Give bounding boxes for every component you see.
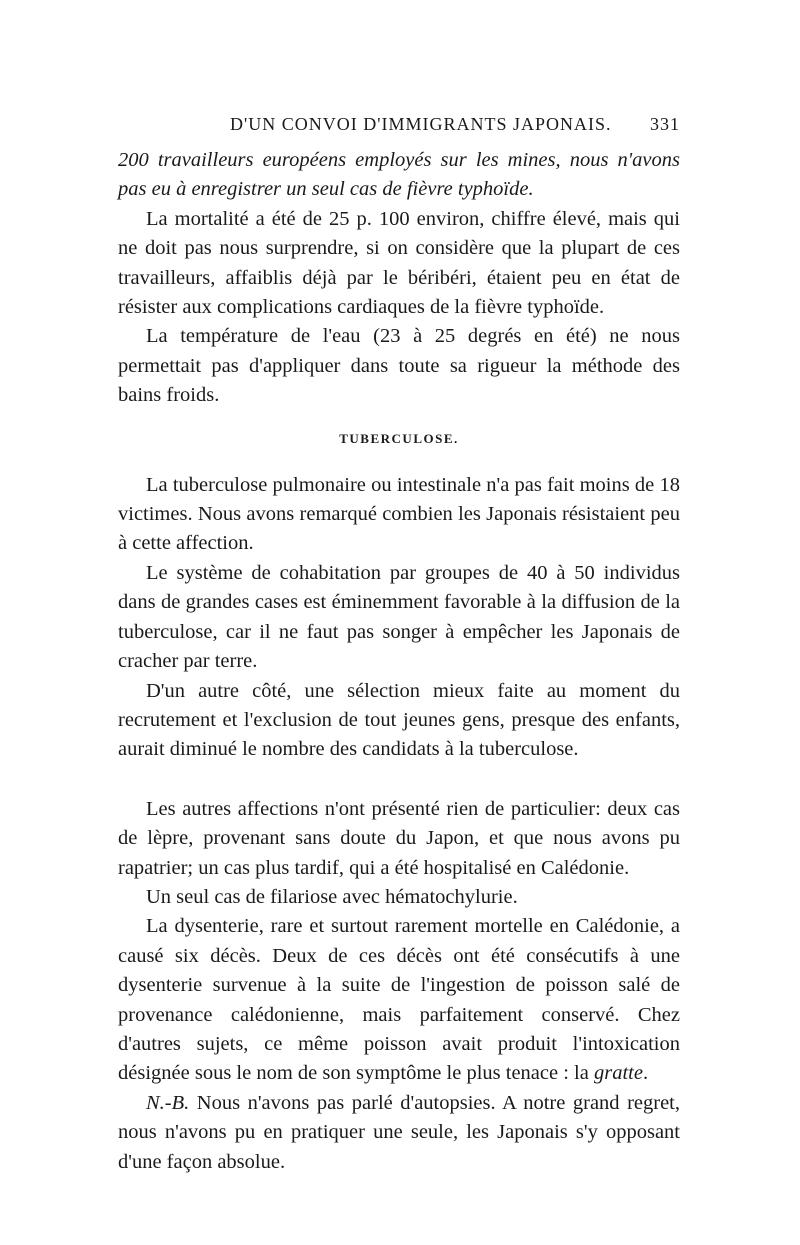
paragraph-filariose: Un seul cas de filariose avec hématochylurie. <box>146 885 518 908</box>
gratte-term: gratte <box>593 1062 643 1085</box>
paragraph-note <box>118 1089 680 1177</box>
section-heading-tuberculose: TUBERCULOSE. <box>339 430 459 446</box>
section-spacer <box>118 765 680 795</box>
page-number: 331 <box>650 114 680 134</box>
running-header <box>118 114 680 140</box>
paragraph-dysenterie <box>118 912 680 1088</box>
paragraph-selection: D'un autre côté, une sélection mieux faite au moment du recrutement et l'exclusion de tout jeunes gens, presque des enfants, aurait diminué le nombre des candidats à la tuberculose. <box>118 679 680 761</box>
paragraph-tuberculosis-victims: La tuberculose pulmonaire ou intestinale n'a pas fait moins de 18 victimes. Nous avons remarqué combien les Japonais résistaient peu à cette affection. <box>118 473 680 555</box>
paragraph-continuation: 200 travailleurs européens employés sur les mines, nous n'avons pas eu à enregistrer un seul cas de fièvre typhoïde. <box>118 149 680 201</box>
running-title: D'UN CONVOI D'IMMIGRANTS JAPONAIS. <box>230 114 612 134</box>
paragraph-mortality: La mortalité a été de 25 p. 100 environ, chiffre élevé, mais qui ne doit pas nous surprendre, si on considère que la plupart de ces travailleurs, affaiblis déjà par le béribéri, étaient peu en état de résister aux complications cardiaques de la fièvre typhoïde. <box>118 207 680 319</box>
paragraph-temperature: La température de l'eau (23 à 25 degrés en été) ne nous permettait pas d'appliquer dans toute sa rigueur la méthode des bains froids. <box>118 325 680 407</box>
note-text: Nous n'avons pas parlé d'autopsies. A notre grand regret, nous n'avons pu en pratiquer une seule, les Japonais s'y opposant d'une façon absolue. <box>118 1091 680 1173</box>
body-text <box>118 146 680 1177</box>
dysenterie-end: . <box>642 1062 649 1085</box>
paragraph-cohabitation: Le système de cohabitation par groupes de 40 à 50 individus dans de grandes cases est éminemment favorable à la diffusion de la tuberculose, car il ne faut pas songer à empêcher les Japonais de cracher par terre. <box>118 561 680 673</box>
dysenterie-text: La dysenterie, rare et surtout rarement mortelle en Calédonie, a causé six décès. Deux de ces décès ont été consécutifs à une dysenterie survenue à la suite de l'ingestion de poisson salé de provenance calédonienne, mais parfaitement conservé. Chez d'autres sujets, ce même poisson avait produit l'intoxication désignée sous le nom de son symptôme le plus tenace : la <box>118 915 680 1085</box>
note-label: N.-B. <box>146 1091 190 1114</box>
paragraph-other-affections: Les autres affections n'ont présenté rien de particulier: deux cas de lèpre, provenant sans doute du Japon, et que nous avons pu rapatrier; un cas plus tardif, qui a été hospitalisé en Calédonie. <box>118 797 680 879</box>
